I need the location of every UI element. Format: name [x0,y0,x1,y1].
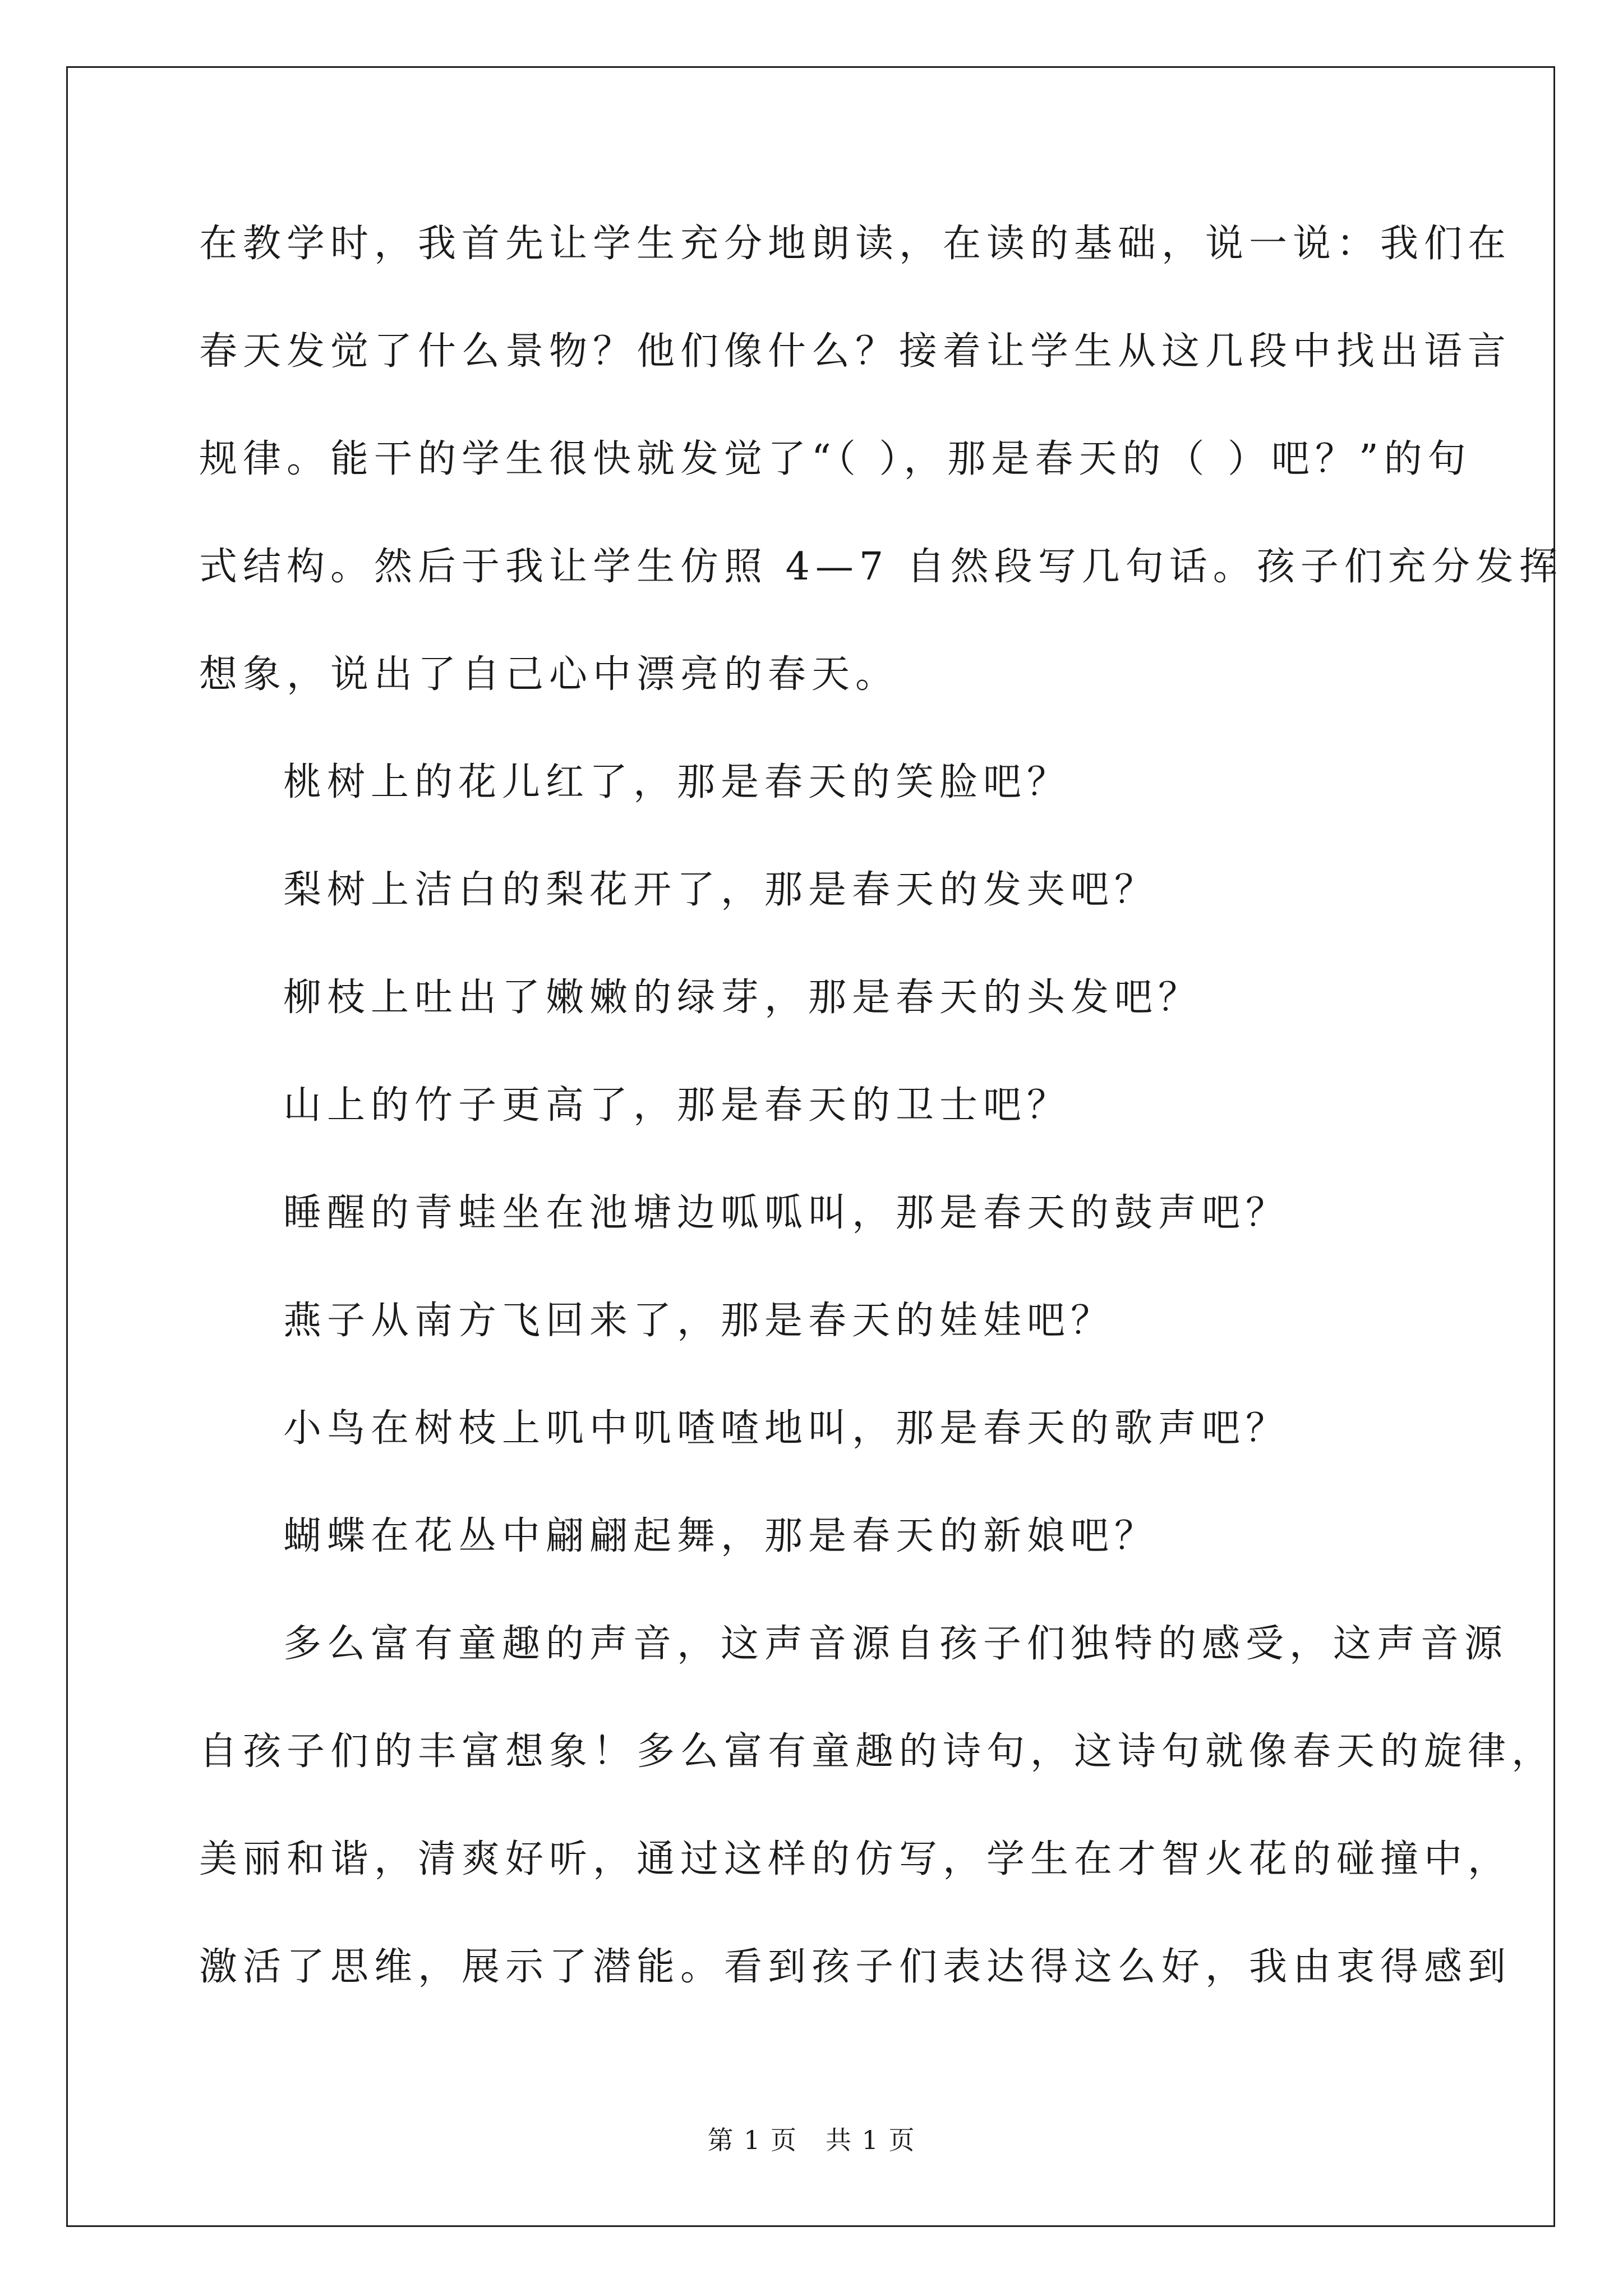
text-line: 燕子从南方飞回来了，那是春天的娃娃吧？ [283,1299,1115,1343]
text-line: 规律。能干的学生很快就发觉了“（ ），那是春天的（ ）吧？”的句 [199,437,1472,481]
text-line: 多么富有童趣的声音，这声音源自孩子们独特的感受，这声音源 [283,1622,1509,1666]
document-body [199,213,1563,2044]
text-line: 蝴蝶在花丛中翩翩起舞，那是春天的新娘吧？ [283,1514,1159,1558]
text-line: 美丽和谐，清爽好听，通过这样的仿写，学生在才智火花的碰撞中， [199,1837,1512,1881]
page-total: 共 1 页 [826,2125,916,2155]
text-line: 桃树上的花儿红了，那是春天的笑脸吧？ [283,760,1071,804]
text-line: 激活了思维，展示了潜能。看到孩子们表达得这么好，我由衷得感到 [199,1945,1512,1989]
page-number: 第 1 页 [707,2125,797,2155]
text-line: 柳枝上吐出了嫩嫩的绿芽，那是春天的头发吧？ [283,976,1202,1020]
text-line: 睡醒的青蛙坐在池塘边呱呱叫，那是春天的鼓声吧？ [283,1191,1290,1235]
text-line: 山上的竹子更高了，那是春天的卫士吧？ [283,1083,1071,1128]
text-line: 自孩子们的丰富想象！多么富有童趣的诗句，这诗句就像春天的旋律， [199,1729,1556,1774]
text-line: 小鸟在树枝上叽中叽喳喳地叫，那是春天的歌声吧？ [283,1406,1290,1451]
text-line: 想象，说出了自己心中漂亮的春天。 [199,652,900,697]
text-line: 式结构。然后于我让学生仿照 4—7 自然段写几句话。孩子们充分发挥 [199,545,1563,589]
text-line: 在教学时，我首先让学生充分地朗读，在读的基础，说一说：我们在 [199,222,1512,266]
text-line: 春天发觉了什么景物？他们像什么？接着让学生从这几段中找出语言 [199,329,1512,374]
page-footer [0,2123,1623,2157]
text-line: 梨树上洁白的梨花开了，那是春天的发夹吧？ [283,868,1159,912]
